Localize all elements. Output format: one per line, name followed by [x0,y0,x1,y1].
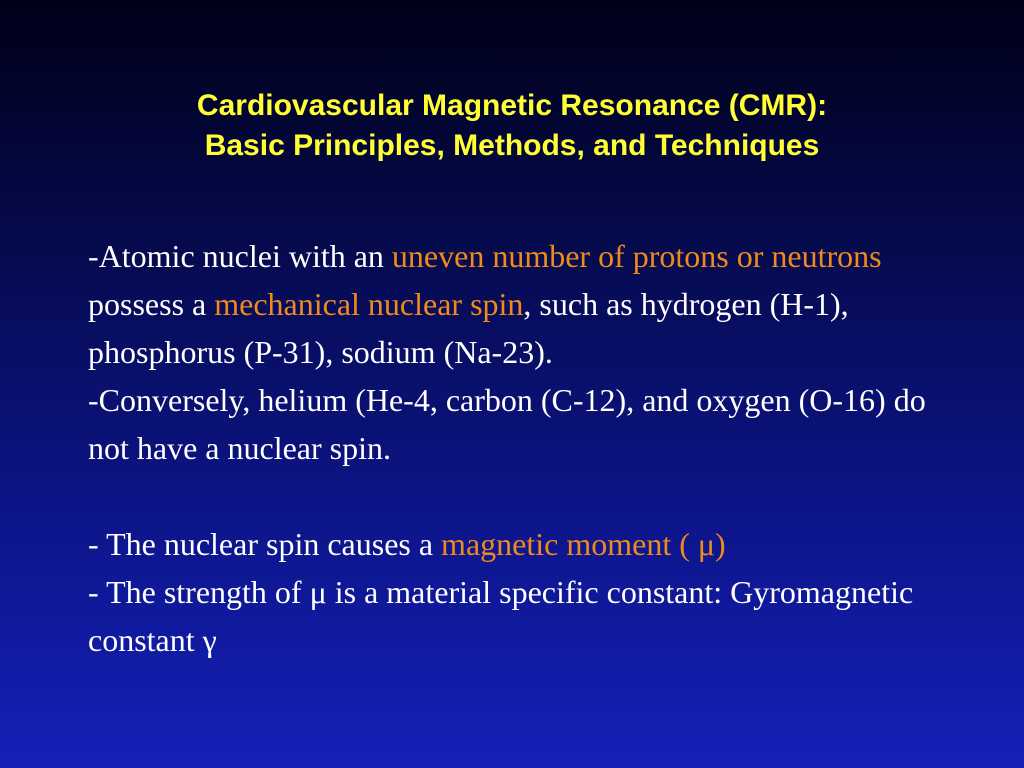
highlight-uneven-number: uneven number of protons or neutrons [391,238,882,274]
text-segment: possess a [88,286,215,322]
slide-title [40,86,984,166]
slide-body [88,232,938,664]
paragraph-gyromagnetic: - The strength of μ is a material specific constant: Gyromagnetic constant γ [88,574,914,658]
paragraph-magnetic-moment [88,520,938,568]
title-line-2: Basic Principles, Methods, and Techniques [204,129,820,162]
text-segment: , such as hydrogen (H-1), phosphorus (P-31), sodium (Na-23). [88,286,849,370]
highlight-magnetic-moment: magnetic moment ( μ) [441,526,726,562]
text-segment: - The nuclear spin causes a [88,526,442,562]
title-line-1: Cardiovascular Magnetic Resonance (CMR): [196,89,828,122]
paragraph-no-spin: -Conversely, helium (He-4, carbon (C-12), and oxygen (O-16) do not have a nuclear spin. [88,382,926,466]
spacer [88,472,938,520]
paragraph-nuclear-spin [88,232,938,376]
text-segment: -Atomic nuclei with an [88,238,392,274]
highlight-mechanical-spin: mechanical nuclear spin [214,286,524,322]
